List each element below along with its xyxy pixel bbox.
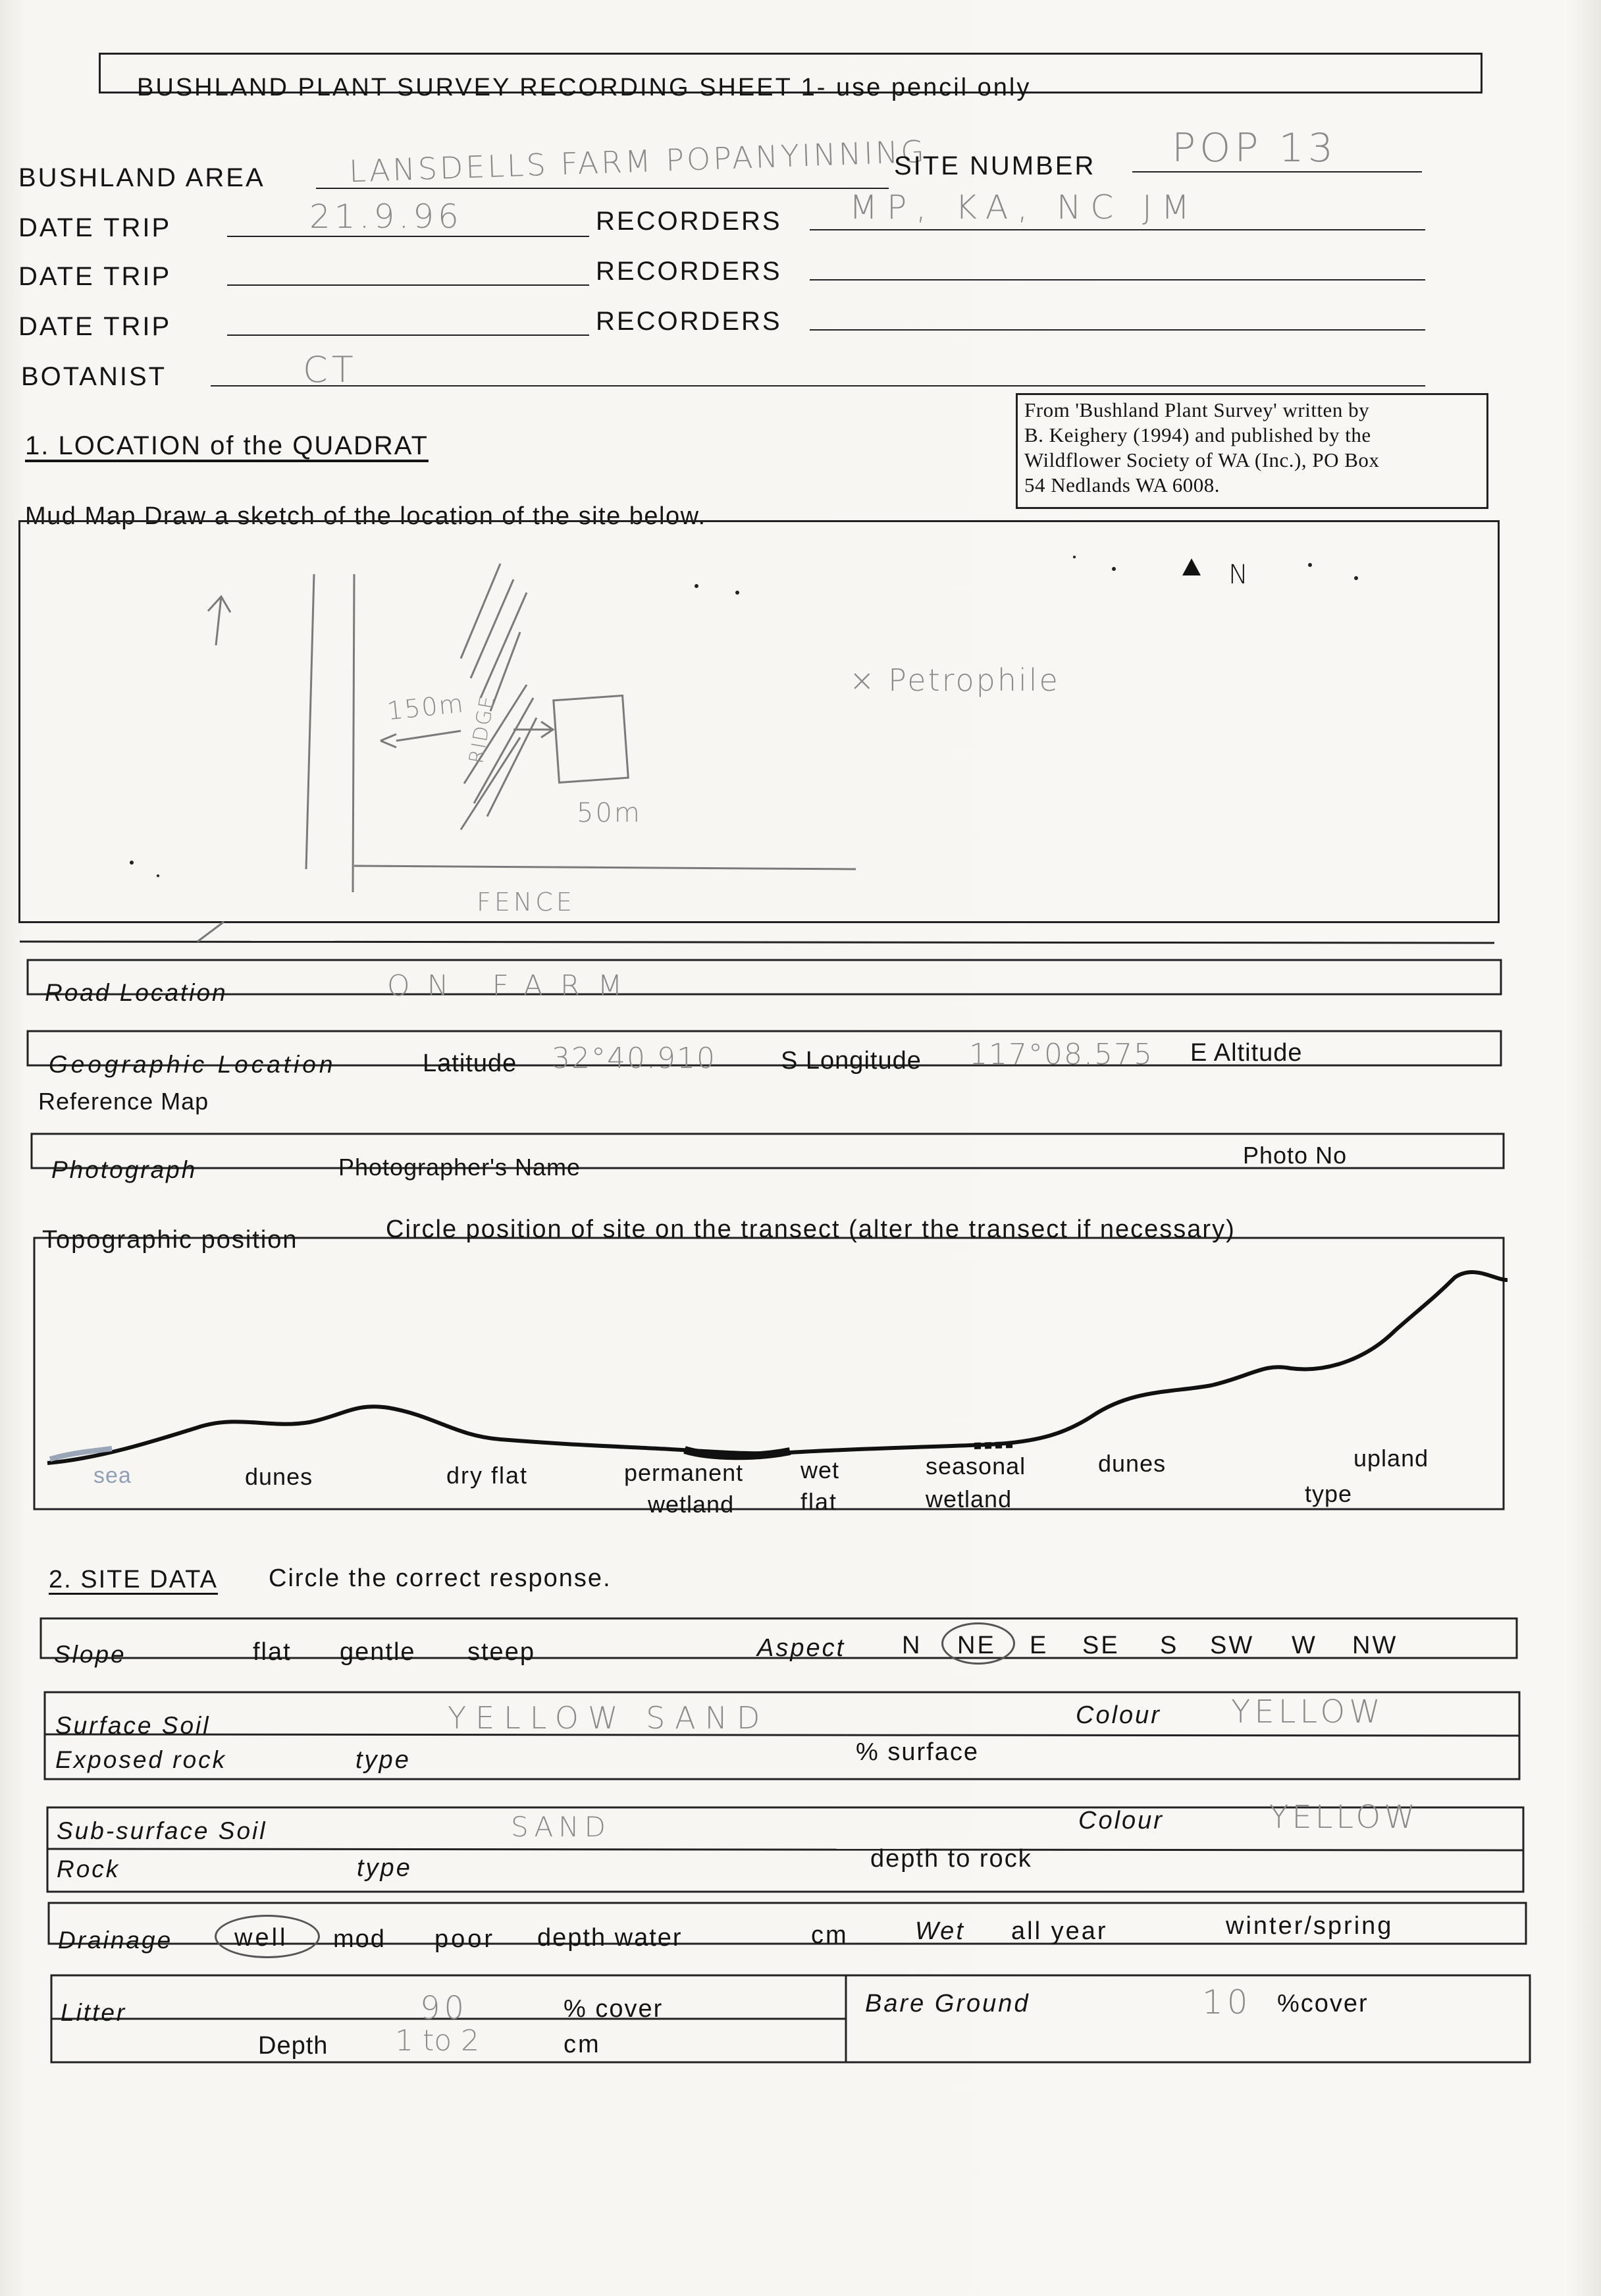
- transect-permanent[interactable]: permanent: [624, 1459, 744, 1486]
- row-boxes: [28, 960, 1530, 2062]
- transect-seasonal[interactable]: seasonal: [926, 1453, 1026, 1480]
- page-title: BUSHLAND PLANT SURVEY RECORDING SHEET 1- use pencil only: [137, 74, 1032, 101]
- botanist-value[interactable]: CT: [303, 349, 357, 390]
- latitude-label: Latitude: [423, 1050, 517, 1077]
- all-year-option[interactable]: all year: [1011, 1917, 1108, 1945]
- reference-map-label: Reference Map: [38, 1088, 209, 1115]
- recorders-3-label: RECORDERS: [596, 307, 782, 336]
- geographic-label: Geographic Location: [49, 1051, 336, 1078]
- aspect-s[interactable]: S: [1160, 1632, 1179, 1659]
- drainage-mod[interactable]: mod: [333, 1925, 386, 1953]
- depth-cm-label: cm: [564, 2031, 601, 2058]
- transect-flat: flat: [800, 1488, 838, 1515]
- surface-soil-label: Surface Soil: [55, 1712, 211, 1739]
- surface-colour-value[interactable]: YELLOW: [1231, 1694, 1384, 1730]
- topo-instruction: Circle position of site on the transect (alter the transect if necessary): [386, 1215, 1236, 1243]
- credit-line-2: B. Keighery (1994) and published by the: [1024, 423, 1371, 446]
- mud-map-sketch: [20, 564, 1494, 943]
- north-label: N: [1228, 560, 1248, 590]
- depth-water-label: depth water: [537, 1924, 683, 1952]
- recorders-1-value[interactable]: MP, KA, NC JM: [849, 188, 1199, 227]
- site-number-label: SITE NUMBER: [894, 151, 1096, 180]
- site-data-heading: 2. SITE DATA: [49, 1566, 218, 1593]
- botanist-label: BOTANIST: [21, 362, 167, 391]
- drainage-label: Drainage: [58, 1927, 173, 1954]
- road-location-label: Road Location: [45, 979, 228, 1006]
- depth-to-rock-label: depth to rock: [870, 1845, 1032, 1873]
- bare-ground-label: Bare Ground: [865, 1990, 1030, 2017]
- bare-ground-cover-label: %cover: [1277, 1990, 1369, 2017]
- percent-surface-label: % surface: [856, 1738, 979, 1766]
- site-number-value[interactable]: POP 13: [1172, 125, 1338, 171]
- rock-type-label: type: [357, 1854, 412, 1882]
- credit-line-4: 54 Nedlands WA 6008.: [1024, 473, 1220, 496]
- transect-upland[interactable]: upland: [1353, 1445, 1429, 1472]
- topo-label: Topographic position: [42, 1226, 298, 1254]
- date-trip-1-value[interactable]: 21.9.96: [309, 198, 463, 236]
- distance-150m: 150m: [386, 688, 466, 726]
- depth-water-cm-label: cm: [811, 1921, 849, 1949]
- date-trip-1-label: DATE TRIP: [18, 213, 172, 242]
- transect-profile: [47, 1272, 1508, 1463]
- location-heading: 1. LOCATION of the QUADRAT: [25, 431, 429, 460]
- subsurface-colour-label: Colour: [1078, 1807, 1164, 1834]
- site-data-instruction: Circle the correct response.: [269, 1564, 612, 1592]
- subsurface-colour-value[interactable]: YELLOW: [1269, 1799, 1419, 1836]
- winter-spring-option[interactable]: winter/spring: [1226, 1912, 1394, 1940]
- subsurface-label: Sub-surface Soil: [57, 1817, 267, 1844]
- subsurface-value[interactable]: SAND: [511, 1811, 611, 1843]
- bushland-area-label: BUSHLAND AREA: [18, 163, 265, 192]
- credit-line-3: Wildflower Society of WA (Inc.), PO Box: [1024, 448, 1380, 471]
- wet-label: Wet: [915, 1917, 965, 1945]
- date-trip-3-label: DATE TRIP: [18, 312, 172, 341]
- distance-50m: 50m: [577, 798, 642, 828]
- rock-label: Rock: [57, 1855, 120, 1882]
- petrophile-label: × Petrophile: [849, 662, 1060, 698]
- slope-gentle[interactable]: gentle: [340, 1638, 416, 1666]
- bare-ground-value[interactable]: 10: [1202, 1983, 1252, 2021]
- drainage-poor[interactable]: poor: [434, 1925, 496, 1953]
- longitude-value[interactable]: 117°08.575: [969, 1038, 1153, 1071]
- transect-dunes-2[interactable]: dunes: [1098, 1450, 1167, 1477]
- drainage-well[interactable]: well: [234, 1924, 288, 1952]
- slope-label: Slope: [54, 1641, 126, 1668]
- transect-type: type: [1305, 1480, 1353, 1507]
- surface-colour-label: Colour: [1076, 1701, 1161, 1729]
- slope-steep[interactable]: steep: [467, 1638, 535, 1666]
- surface-soil-value[interactable]: YELLOW SAND: [448, 1700, 770, 1736]
- recorders-1-label: RECORDERS: [596, 207, 782, 236]
- aspect-ne[interactable]: NE: [957, 1632, 996, 1659]
- aspect-w[interactable]: W: [1292, 1632, 1317, 1659]
- ridge-label: RIDGE: [465, 693, 500, 766]
- aspect-nw[interactable]: NW: [1352, 1632, 1398, 1659]
- date-trip-2-label: DATE TRIP: [18, 262, 172, 291]
- drainage-well-circle: [215, 1915, 320, 1958]
- transect-dunes-1[interactable]: dunes: [245, 1463, 313, 1490]
- e-altitude-label: E Altitude: [1190, 1039, 1303, 1067]
- aspect-sw[interactable]: SW: [1210, 1632, 1255, 1659]
- transect-wetland-2: wetland: [926, 1485, 1012, 1512]
- litter-value[interactable]: 90: [420, 1990, 469, 2027]
- credit-line-1: From 'Bushland Plant Survey' written by: [1024, 398, 1370, 421]
- aspect-ne-circle: [941, 1622, 1015, 1665]
- bushland-area-value[interactable]: LANSDELLS FARM POPANYINNING: [348, 133, 928, 190]
- aspect-se[interactable]: SE: [1082, 1632, 1120, 1659]
- photo-no-label: Photo No: [1243, 1142, 1348, 1169]
- north-arrow-icon: [1182, 558, 1201, 575]
- transect-dry-flat[interactable]: dry flat: [446, 1462, 529, 1489]
- slope-flat[interactable]: flat: [253, 1638, 292, 1666]
- mud-map-label: Mud Map Draw a sketch of the location of the site below.: [25, 502, 706, 530]
- aspect-n[interactable]: N: [902, 1632, 922, 1659]
- road-location-value[interactable]: ON FARM: [387, 969, 640, 1003]
- fence-label: FENCE: [477, 888, 575, 917]
- transect-wet[interactable]: wet: [800, 1456, 840, 1483]
- photograph-label: Photograph: [51, 1156, 197, 1183]
- exposed-rock-type-label: type: [355, 1746, 411, 1774]
- latitude-value[interactable]: 32°40.910: [552, 1042, 716, 1075]
- depth-value[interactable]: 1 to 2: [395, 2024, 480, 2058]
- aspect-label: Aspect: [757, 1634, 846, 1662]
- recorders-2-label: RECORDERS: [596, 257, 782, 286]
- s-longitude-label: S Longitude: [781, 1047, 922, 1075]
- litter-label: Litter: [61, 1999, 127, 2026]
- depth-label: Depth: [258, 2032, 328, 2060]
- photographer-label: Photographer's Name: [338, 1154, 581, 1181]
- exposed-rock-label: Exposed rock: [55, 1746, 227, 1773]
- transect-sea[interactable]: sea: [93, 1463, 132, 1488]
- litter-percent-cover-label: % cover: [564, 1995, 664, 2023]
- aspect-e[interactable]: E: [1030, 1632, 1049, 1659]
- transect-wetland-1: wetland: [648, 1491, 735, 1518]
